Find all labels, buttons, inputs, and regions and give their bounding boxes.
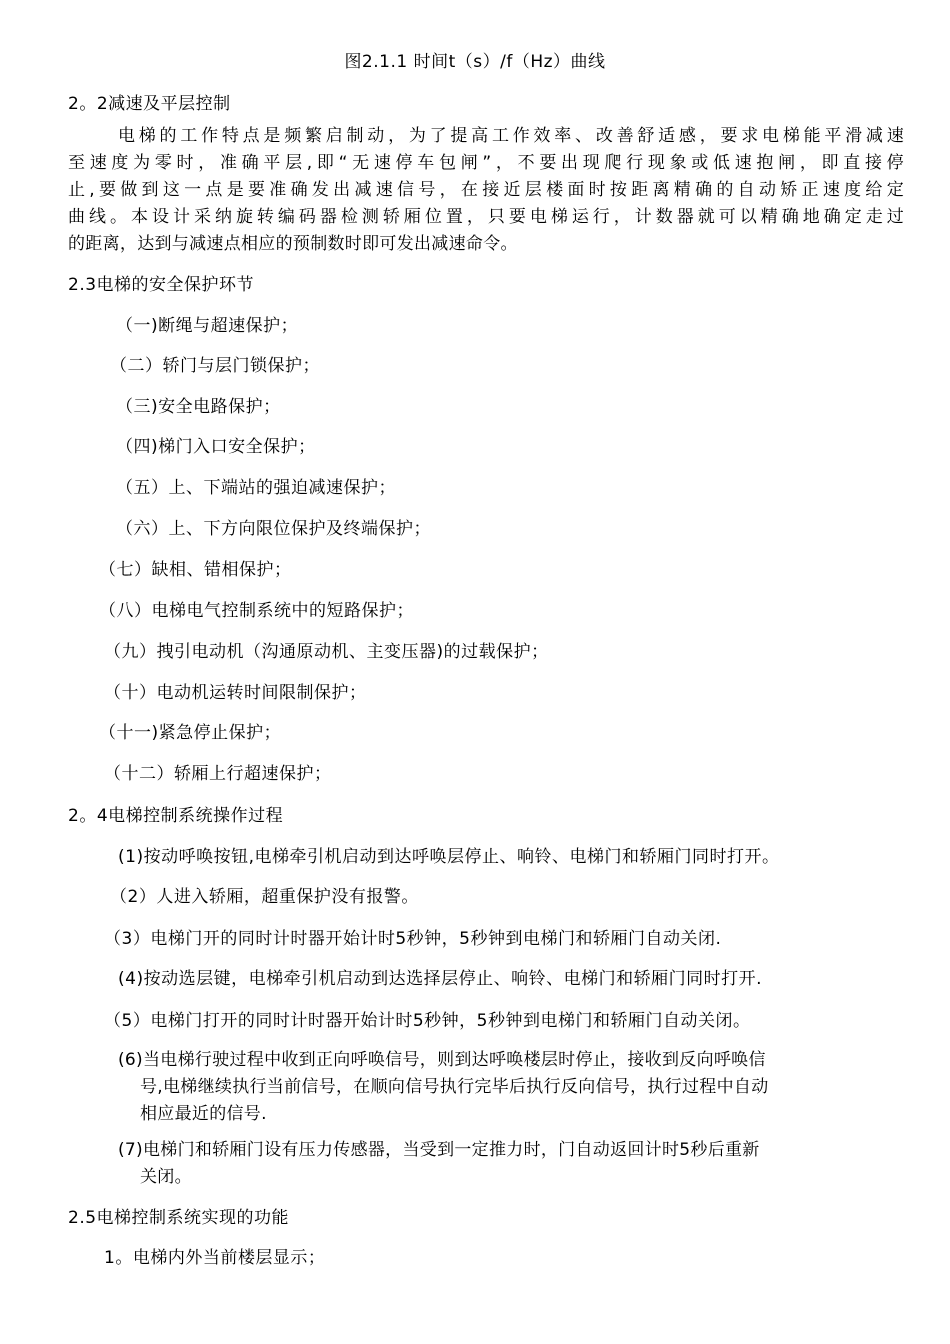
figure-caption: 图2.1.1 时间t（s）/f（Hz）曲线 [344,52,606,72]
list-item: （九）拽引电动机（沟通原动机、主变压器)的过载保护； [104,642,549,662]
step-item: （3）电梯门开的同时计时器开始计时5秒钟，5秒钟到电梯门和轿厢门自动关闭. [104,929,722,949]
list-item: （八）电梯电气控制系统中的短路保护； [99,601,414,621]
list-item: （十）电动机运转时间限制保护； [104,683,367,703]
step-item: (4)按动选层键，电梯牵引机启动到达选择层停止、响铃、电梯门和轿厢门同时打开. [118,969,762,989]
list-item: （一)断绳与超速保护； [116,316,299,336]
paragraph-line: 至速度为零时，准确平层,即“无速停车包闸”，不要出现爬行现象或低速抱闸，即直接停 [68,153,904,173]
section-heading-2-5: 2.5电梯控制系统实现的功能 [68,1208,290,1228]
paragraph-line: 电梯的工作特点是频繁启制动，为了提高工作效率、改善舒适感，要求电梯能平滑减速 [118,126,904,146]
list-item: （三)安全电路保护； [116,397,281,417]
list-item: （六）上、下方向限位保护及终端保护； [116,519,431,539]
step-item-multiline [118,1047,908,1128]
section-heading-2-2: 2。2减速及平层控制 [68,94,231,114]
step-line: (6)当电梯行驶过程中收到正向呼唤信号，则到达呼唤楼层时停止，接收到反向呼唤信 [118,1050,766,1070]
step-item: （2）人进入轿厢，超重保护没有报警。 [110,887,419,907]
step-item-multiline [118,1137,908,1191]
paragraph-line: 止,要做到这一点是要准确发出减速信号，在接近层楼面时按距离精确的自动矫正速度给定 [68,180,904,200]
step-item: （5）电梯门打开的同时计时器开始计时5秒钟，5秒钟到电梯门和轿厢门自动关闭。 [104,1011,751,1031]
list-item: （四)梯门入口安全保护； [116,437,316,457]
paragraph-line: 的距离，达到与减速点相应的预制数时即可发出减速命令。 [68,234,518,254]
list-item: 1。电梯内外当前楼层显示； [104,1248,326,1268]
list-item: （二）轿门与层门锁保护； [110,356,320,376]
section-heading-2-4: 2。4电梯控制系统操作过程 [68,806,284,826]
step-item: (1)按动呼唤按钮,电梯牵引机启动到达呼唤层停止、响铃、电梯门和轿厢门同时打开。 [118,847,780,867]
section-2-2-paragraph [68,123,904,258]
step-line: 关闭。 [140,1167,192,1187]
paragraph-line: 曲线。本设计采纳旋转编码器检测轿厢位置，只要电梯运行，计数器就可以精确地确定走过 [68,207,904,227]
list-item: （五）上、下端站的强迫减速保护； [116,478,396,498]
list-item: （十一)紧急停止保护； [99,723,282,743]
step-line: 号,电梯继续执行当前信号，在顺向信号执行完毕后执行反向信号，执行过程中自动 [140,1077,769,1097]
list-item: （七）缺相、错相保护； [99,560,292,580]
step-line: 相应最近的信号. [140,1104,267,1124]
list-item: （十二）轿厢上行超速保护； [104,764,332,784]
section-heading-2-3: 2.3电梯的安全保护环节 [68,275,255,295]
step-line: (7)电梯门和轿厢门设有压力传感器，当受到一定推力时，门自动返回计时5秒后重新 [118,1140,760,1160]
